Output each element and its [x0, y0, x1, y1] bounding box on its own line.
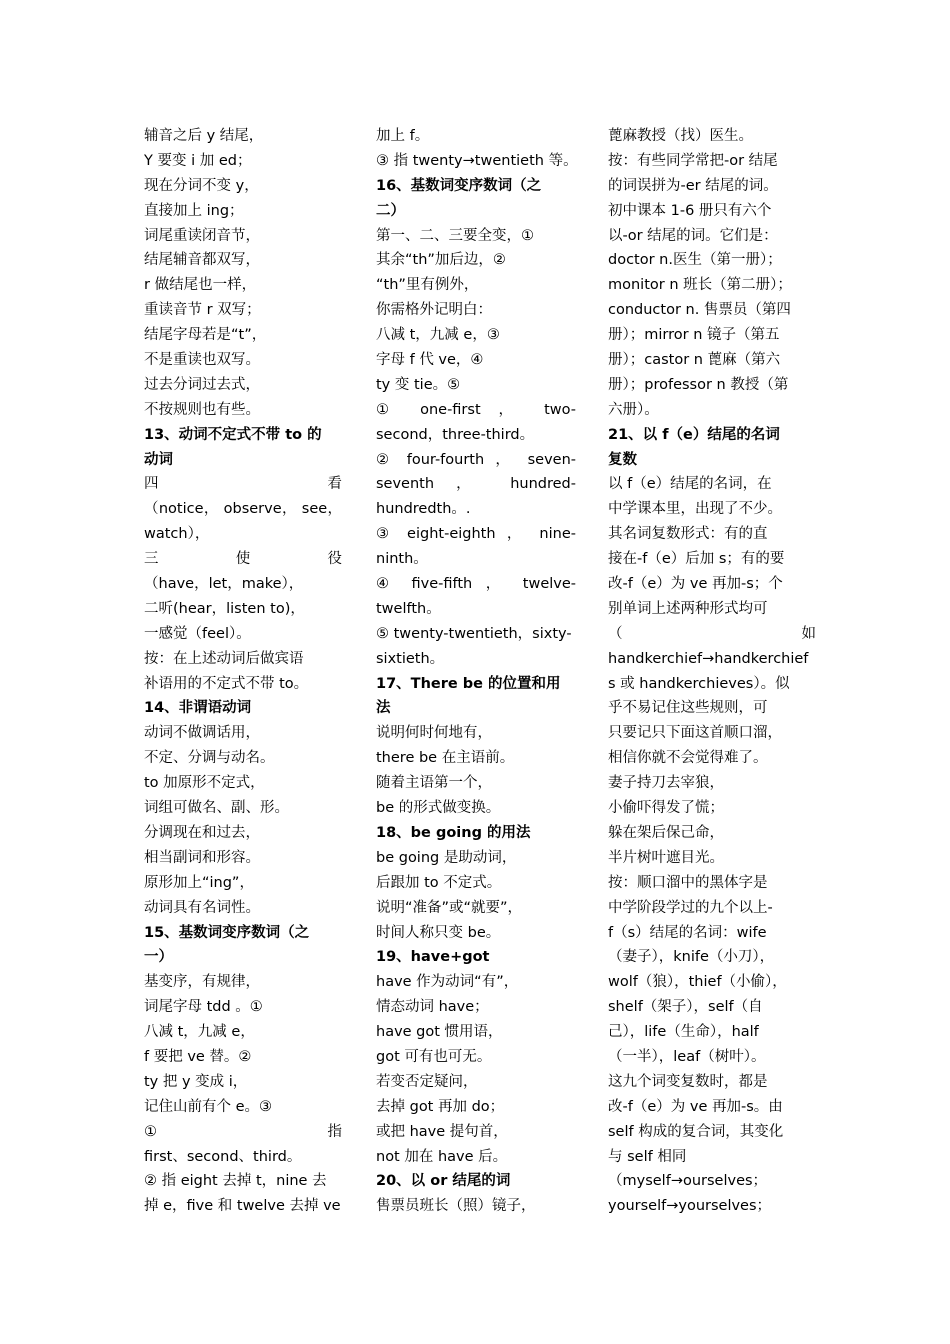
text-line: 乎不易记住这些规则，可 [608, 700, 768, 717]
text-line: yourself→yourselves； [608, 1198, 772, 1215]
text-line: 或把 have 提句首， [376, 1123, 508, 1140]
text-line: 基变序，有规律， [144, 974, 260, 991]
text-line: 小偷吓得发了慌； [608, 800, 724, 817]
text-line: 按：有些同学常把-or 结尾 [608, 152, 778, 169]
text-line: f 要把 ve 替。② [144, 1048, 252, 1065]
text-line: 记住山前有个 e。③ [144, 1098, 273, 1115]
text-line: 后跟加 to 不定式。 [376, 874, 502, 891]
section-heading-line: 法 [376, 700, 391, 717]
text-line: to 加原形不定式， [144, 775, 265, 792]
text-line: ty 把 y 变成 i， [144, 1073, 248, 1090]
text-line: 不定、分调与动名。 [144, 750, 275, 767]
text-line: 售票员班长（照）镜子， [376, 1198, 536, 1215]
text-line: 结尾辅音都双写， [144, 252, 260, 269]
text-line: sixtieth。 [376, 650, 445, 667]
section-heading-line: 一） [144, 949, 173, 966]
text-line: 分调现在和过去， [144, 824, 260, 841]
text-line: 半片树叶遮目光。 [608, 849, 724, 866]
text-line: be 的形式做变换。 [376, 800, 501, 817]
text-line: 时间人称只变 be。 [376, 924, 501, 941]
text-line: wolf（狼），thief（小偷）， [608, 974, 787, 991]
text-line: have got 惯用语， [376, 1024, 503, 1041]
text-line: f（s）结尾的名词：wife [608, 924, 767, 941]
text-line: ty 变 tie。⑤ [376, 376, 461, 393]
text-line: ① one-first ， two- [376, 401, 576, 418]
text-line: 册）；professor n 教授（第 [608, 376, 789, 393]
text-line: 以 f（e）结尾的名词，在 [608, 476, 772, 493]
text-line: ③ eight-eighth ， nine- [376, 526, 576, 543]
text-line: 词尾字母 tdd 。① [144, 999, 263, 1016]
text-column-1 [144, 124, 342, 1219]
text-line: conductor n. 售票员（第四 [608, 302, 791, 319]
text-line: 辅音之后 y 结尾， [144, 128, 264, 144]
text-line: 掉 e，five 和 twelve 去掉 ve [144, 1198, 341, 1215]
text-line: 直接加上 ing； [144, 202, 244, 219]
text-line: ⑤ twenty-twentieth，sixty- [376, 625, 572, 642]
section-heading-line: 14、非谓语动词 [144, 700, 252, 717]
text-line: 现在分词不变 y， [144, 177, 259, 194]
section-heading-line: 19、have+got [376, 949, 490, 966]
text-line: got 可有也可无。 [376, 1048, 492, 1065]
text-line: （have，let，make）， [144, 576, 304, 593]
text-line: ② 指 eight 去掉 t，nine 去 [144, 1173, 327, 1190]
text-line: “th”里有例外， [376, 277, 479, 294]
text-line: s 或 handkerchieves）。似 [608, 675, 790, 692]
text-line: doctor n.医生（第一册）； [608, 252, 782, 269]
text-line: hundredth。. [376, 501, 471, 518]
text-line: 随着主语第一个， [376, 775, 492, 792]
text-column-3 [608, 124, 816, 1219]
text-line: 词组可做名、副、形。 [144, 800, 289, 817]
text-line: 改-f（e）为 ve 再加-s。由 [608, 1098, 783, 1115]
text-line: （一半），leaf（树叶）。 [608, 1048, 766, 1065]
text-line: 重读音节 r 双写； [144, 302, 261, 319]
section-heading-line: 16、基数词变序数词（之 [376, 177, 542, 194]
text-line: 初中课本 1-6 册只有六个 [608, 202, 772, 219]
text-line: not 加在 have 后。 [376, 1148, 508, 1165]
text-line: 相信你就不会觉得难了。 [608, 750, 768, 767]
text-line: （myself→ourselves； [608, 1173, 768, 1190]
text-line: 去掉 got 再加 do； [376, 1098, 505, 1115]
section-heading-line: 21、以 f（e）结尾的名词 [608, 426, 780, 443]
text-line: 其余“th”加后边，② [376, 252, 506, 269]
text-line: shelf（架子），self（自 [608, 999, 763, 1016]
text-line: 第一、二、三要全变，① [376, 227, 534, 244]
text-line: 八减 t，九减 e， [144, 1024, 255, 1041]
text-line: 若变否定疑问， [376, 1073, 478, 1090]
text-line: second，three-third。 [376, 426, 535, 443]
text-line: 己），life（生命），half [608, 1024, 759, 1041]
text-line: watch）， [144, 526, 210, 543]
text-line: 其名词复数形式：有的直 [608, 526, 768, 543]
text-line: 动词不做调话用， [144, 725, 260, 742]
text-line: 字母 f 代 ve，④ [376, 352, 484, 369]
text-line: 以-or 结尾的词。它们是： [608, 227, 778, 244]
text-line: 册）；castor n 蓖麻（第六 [608, 352, 781, 369]
section-heading-line: 20、以 or 结尾的词 [376, 1173, 511, 1190]
text-line: 加上 f。 [376, 128, 430, 144]
text-line: 中学阶段学过的九个以上- [608, 899, 773, 916]
text-line: 妻子持刀去宰狼， [608, 775, 724, 792]
text-line: ③ 指 twenty→twentieth 等。 [376, 152, 578, 169]
text-line: 别单词上述两种形式均可 [608, 600, 768, 617]
text-line: ninth。 [376, 551, 428, 568]
section-heading-line: 17、There be 的位置和用 [376, 675, 561, 692]
text-line: 词尾重读闭音节， [144, 227, 260, 244]
text-line: r 做结尾也一样， [144, 277, 257, 294]
text-line: 二听(hear，listen to)， [144, 600, 305, 617]
text-line: twelfth。 [376, 600, 441, 617]
text-line: there be 在主语前。 [376, 750, 515, 767]
text-line: monitor n 班长（第二册）； [608, 277, 792, 294]
text-line: 这九个词变复数时，都是 [608, 1073, 768, 1090]
text-line: ② four-fourth ， seven- [376, 451, 576, 468]
text-line: 中学课本里，出现了不少。 [608, 501, 782, 518]
text-line: 过去分词过去式， [144, 376, 260, 393]
text-line: 接在-f（e）后加 s；有的要 [608, 551, 785, 568]
text-line: Y 要变 i 加 ed； [144, 152, 252, 169]
text-line: 说明何时何地有， [376, 725, 492, 742]
text-line: 三 使 役 [144, 551, 342, 568]
text-line: 原形加上“ing”， [144, 874, 254, 891]
text-line: ④ five-fifth ， twelve- [376, 576, 576, 593]
section-heading-line: 15、基数词变序数词（之 [144, 924, 310, 941]
text-line: 不按规则也有些。 [144, 401, 260, 418]
text-line: 动词具有名词性。 [144, 899, 260, 916]
section-heading-line: 二） [376, 202, 405, 219]
text-line: 六册）。 [608, 401, 659, 418]
text-line: （ 如 [608, 625, 816, 642]
text-line: self 构成的复合词，其变化 [608, 1123, 784, 1140]
text-line: 四 看 [144, 476, 342, 493]
text-line: 改-f（e）为 ve 再加-s；个 [608, 576, 783, 593]
section-heading-line: 18、be going 的用法 [376, 824, 531, 841]
text-line: 一感觉（feel）。 [144, 625, 251, 642]
text-line: 只要记只下面这首顺口溜， [608, 725, 782, 742]
text-line: 按：顺口溜中的黑体字是 [608, 874, 768, 891]
text-column-2 [376, 124, 576, 1219]
text-line: handkerchief→handkerchief [608, 650, 809, 667]
text-line: 说明“准备”或“就要”， [376, 899, 523, 916]
text-line: 相当副词和形容。 [144, 849, 260, 866]
text-line: （妻子），knife（小刀）， [608, 949, 775, 966]
text-line: seventh ， hundred- [376, 476, 576, 493]
text-line: have 作为动词“有”， [376, 974, 519, 991]
text-line: 躲在架后保己命， [608, 824, 724, 841]
text-line: 八减 t，九减 e，③ [376, 327, 500, 344]
section-heading-line: 13、动词不定式不带 to 的 [144, 426, 322, 443]
section-heading-line: 复数 [608, 451, 637, 468]
text-line: 你需格外记明白： [376, 302, 492, 319]
text-line: 册）；mirror n 镜子（第五 [608, 327, 780, 344]
text-line: be going 是助动词， [376, 849, 517, 866]
text-line: 与 self 相同 [608, 1148, 687, 1165]
text-line: first、second、third。 [144, 1148, 302, 1165]
text-line: 情态动词 have； [376, 999, 489, 1016]
text-line: 不是重读也双写。 [144, 352, 260, 369]
text-line: 蓖麻教授（找）医生。 [608, 128, 753, 144]
text-line: ① 指 [144, 1123, 342, 1140]
section-heading-line: 动词 [144, 451, 173, 468]
text-line: （notice， observe， see， [144, 501, 342, 518]
text-line: 结尾字母若是“t”， [144, 327, 267, 344]
text-line: 的词误拼为-er 结尾的词。 [608, 177, 778, 194]
text-line: 按：在上述动词后做宾语 [144, 650, 304, 667]
text-line: 补语用的不定式不带 to。 [144, 675, 309, 692]
